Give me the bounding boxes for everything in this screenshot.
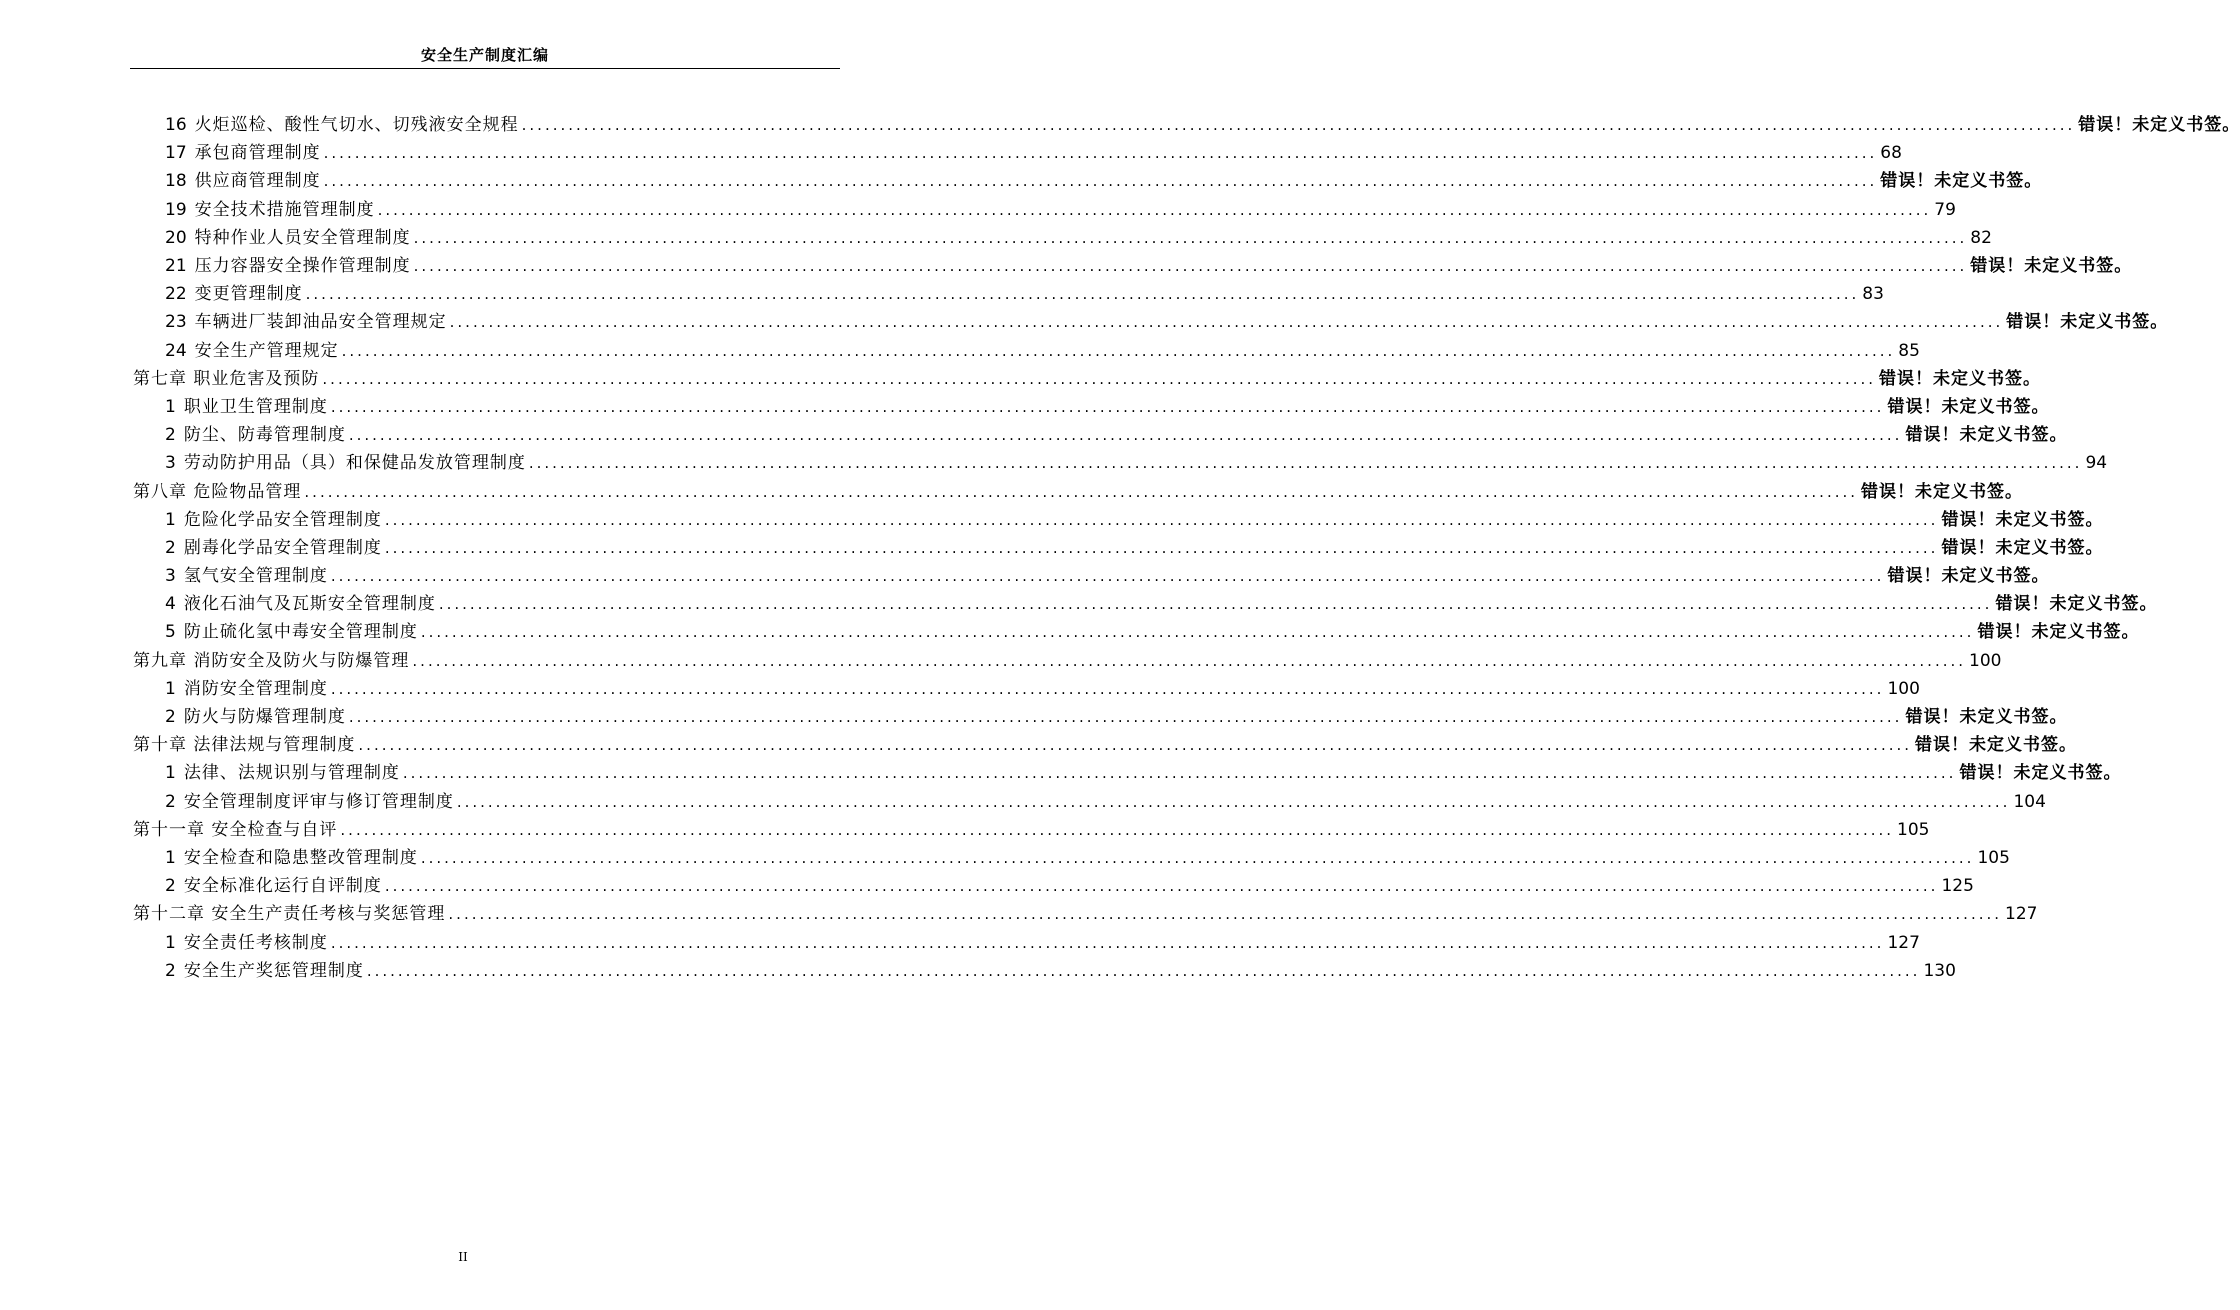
toc-dot-leader: ........................................................................................................................................................................................................: [323, 172, 1878, 191]
toc-entry-title: 第八章 危险物品管理: [133, 481, 302, 502]
toc-entry-title: 安全管理制度评审与修订管理制度: [183, 791, 454, 812]
toc-entry[interactable]: [133, 477, 2024, 505]
toc-entry[interactable]: [133, 928, 1920, 956]
toc-entry[interactable]: [133, 675, 1920, 703]
toc-entry-bookmark-error: 错误！未定义书签。: [1905, 425, 2068, 446]
toc-entry[interactable]: [133, 139, 1902, 167]
toc-dot-leader: ........................................................................................................................................................................................................: [420, 848, 1975, 867]
toc-entry-title: 车辆进厂装卸油品安全管理规定: [194, 312, 447, 333]
toc-entry[interactable]: [133, 788, 2046, 816]
toc-entry-number: 19: [165, 199, 187, 220]
toc-entry-page: 82: [1970, 227, 1992, 248]
page-number: II: [458, 1250, 468, 1264]
toc-entry-page: 85: [1898, 340, 1920, 361]
toc-entry-page: 83: [1862, 284, 1884, 305]
toc-entry-title: 变更管理制度: [194, 284, 303, 305]
toc-entry-title: 安全技术措施管理制度: [194, 199, 375, 220]
toc-entry-page: 68: [1880, 143, 1902, 164]
toc-entry-title: 防尘、防毒管理制度: [183, 425, 346, 446]
toc-dot-leader: ........................................................................................................................................................................................................: [449, 313, 2004, 332]
header-divider: [130, 68, 840, 69]
toc-entry-title: 压力容器安全操作管理制度: [194, 256, 411, 277]
toc-entry[interactable]: [133, 196, 1956, 224]
toc-entry[interactable]: [133, 280, 1884, 308]
toc-entry[interactable]: [133, 703, 2068, 731]
toc-entry[interactable]: [133, 421, 2068, 449]
toc-dot-leader: ........................................................................................................................................................................................................: [384, 877, 1939, 896]
toc-entry-number: 22: [165, 284, 187, 305]
toc-entry-number: 21: [165, 256, 187, 277]
toc-dot-leader: ........................................................................................................................................................................................................: [330, 679, 1885, 698]
toc-entry[interactable]: [133, 534, 2104, 562]
toc-entry[interactable]: [133, 844, 2010, 872]
toc-entry-title: 消防安全管理制度: [183, 678, 328, 699]
toc-entry-number: 2: [165, 791, 176, 812]
toc-dot-leader: ........................................................................................................................................................................................................: [322, 369, 1877, 388]
toc-entry-page: 105: [1897, 819, 1930, 840]
toc-entry-number: 1: [165, 509, 176, 530]
toc-entry-page: 127: [1887, 932, 1920, 953]
toc-entry-bookmark-error: 错误！未定义书签。: [2078, 115, 2240, 136]
toc-entry[interactable]: [133, 731, 2078, 759]
toc-dot-leader: ........................................................................................................................................................................................................: [528, 454, 2083, 473]
toc-entry-bookmark-error: 错误！未定义书签。: [1941, 537, 2104, 558]
toc-dot-leader: ........................................................................................................................................................................................................: [413, 228, 1968, 247]
toc-dot-leader: ........................................................................................................................................................................................................: [330, 567, 1885, 586]
toc-dot-leader: ........................................................................................................................................................................................................: [384, 510, 1939, 529]
toc-entry-number: 2: [165, 960, 176, 981]
toc-entry[interactable]: [133, 816, 1930, 844]
toc-entry-title: 危险化学品安全管理制度: [183, 509, 382, 530]
toc-entry-bookmark-error: 错误！未定义书签。: [1995, 594, 2158, 615]
toc-entry-title: 第十二章 安全生产责任考核与奖惩管理: [133, 904, 446, 925]
toc-entry-number: 2: [165, 537, 176, 558]
toc-entry[interactable]: [133, 111, 2240, 139]
toc-entry[interactable]: [133, 224, 1992, 252]
toc-entry-bookmark-error: 错误！未定义书签。: [1861, 481, 2024, 502]
toc-dot-leader: ........................................................................................................................................................................................................: [340, 820, 1895, 839]
toc-entry-number: 4: [165, 594, 176, 615]
toc-entry-number: 1: [165, 763, 176, 784]
toc-entry-title: 职业卫生管理制度: [183, 396, 328, 417]
toc-entry-number: 3: [165, 453, 176, 474]
toc-entry-bookmark-error: 错误！未定义书签。: [1941, 509, 2104, 530]
toc-entry-page: 100: [1887, 678, 1920, 699]
toc-entry-number: 5: [165, 622, 176, 643]
toc-entry-title: 承包商管理制度: [194, 143, 321, 164]
toc-entry-number: 3: [165, 566, 176, 587]
toc-entry-number: 1: [165, 932, 176, 953]
toc-entry-page: 104: [2013, 791, 2046, 812]
toc-entry[interactable]: [133, 506, 2104, 534]
toc-entry-number: 24: [165, 340, 187, 361]
toc-entry[interactable]: [133, 252, 2133, 280]
toc-entry-title: 防止硫化氢中毒安全管理制度: [183, 622, 418, 643]
toc-entry-title: 安全标准化运行自评制度: [183, 876, 382, 897]
toc-entry[interactable]: [133, 562, 2050, 590]
toc-dot-leader: ........................................................................................................................................................................................................: [413, 257, 1968, 276]
toc-entry[interactable]: [133, 308, 2169, 336]
toc-entry-title: 劳动防护用品（具）和保健品发放管理制度: [183, 453, 526, 474]
toc-entry-number: 1: [165, 678, 176, 699]
toc-entry[interactable]: [133, 872, 1974, 900]
toc-entry-number: 23: [165, 312, 187, 333]
toc-entry-page: 127: [2005, 904, 2038, 925]
toc-dot-leader: ........................................................................................................................................................................................................: [366, 961, 1921, 980]
toc-entry-title: 安全责任考核制度: [183, 932, 328, 953]
toc-entry-title: 氢气安全管理制度: [183, 566, 328, 587]
toc-dot-leader: ........................................................................................................................................................................................................: [377, 200, 1932, 219]
toc-dot-leader: ........................................................................................................................................................................................................: [448, 905, 2003, 924]
toc-dot-leader: ........................................................................................................................................................................................................: [358, 736, 1913, 755]
toc-entry-page: 130: [1923, 960, 1956, 981]
toc-entry-number: 2: [165, 425, 176, 446]
toc-entry-title: 第十章 法律法规与管理制度: [133, 735, 356, 756]
toc-entry-bookmark-error: 错误！未定义书签。: [1959, 763, 2122, 784]
toc-dot-leader: ........................................................................................................................................................................................................: [420, 623, 1975, 642]
toc-dot-leader: ........................................................................................................................................................................................................: [521, 116, 2076, 135]
toc-entry-bookmark-error: 错误！未定义书签。: [1880, 171, 2043, 192]
toc-entry-title: 第九章 消防安全及防火与防爆管理: [133, 650, 410, 671]
toc-entry-title: 安全生产管理规定: [194, 340, 339, 361]
toc-dot-leader: ........................................................................................................................................................................................................: [323, 144, 1878, 163]
toc-entry[interactable]: [133, 618, 2140, 646]
toc-entry-number: 1: [165, 396, 176, 417]
toc-dot-leader: ........................................................................................................................................................................................................: [348, 708, 1903, 727]
toc-dot-leader: ........................................................................................................................................................................................................: [348, 426, 1903, 445]
toc-entry[interactable]: [133, 590, 2158, 618]
toc-entry-bookmark-error: 错误！未定义书签。: [1887, 566, 2050, 587]
toc-dot-leader: ........................................................................................................................................................................................................: [330, 397, 1885, 416]
toc-entry[interactable]: [133, 957, 1956, 985]
toc-entry-bookmark-error: 错误！未定义书签。: [1905, 707, 2068, 728]
toc-entry-bookmark-error: 错误！未定义书签。: [2006, 312, 2169, 333]
toc-entry-number: 2: [165, 707, 176, 728]
toc-entry-bookmark-error: 错误！未定义书签。: [1977, 622, 2140, 643]
toc-entry[interactable]: [133, 449, 2108, 477]
toc-entry-page: 105: [1977, 847, 2010, 868]
toc-entry-title: 法律、法规识别与管理制度: [183, 763, 400, 784]
toc-dot-leader: ........................................................................................................................................................................................................: [412, 651, 1967, 670]
toc-entry-page: 100: [1969, 650, 2002, 671]
toc-dot-leader: ........................................................................................................................................................................................................: [402, 764, 1957, 783]
toc-entry[interactable]: [133, 365, 2042, 393]
toc-entry-title: 特种作业人员安全管理制度: [194, 227, 411, 248]
toc-entry-number: 18: [165, 171, 187, 192]
toc-entry-number: 17: [165, 143, 187, 164]
toc-entry[interactable]: [133, 647, 2002, 675]
table-of-contents: [133, 111, 2240, 985]
toc-entry-title: 安全检查和隐患整改管理制度: [183, 847, 418, 868]
toc-entry-title: 防火与防爆管理制度: [183, 707, 346, 728]
toc-dot-leader: ........................................................................................................................................................................................................: [341, 341, 1896, 360]
toc-entry-page: 125: [1941, 876, 1974, 897]
toc-entry-title: 第十一章 安全检查与自评: [133, 819, 338, 840]
toc-dot-leader: ........................................................................................................................................................................................................: [456, 792, 2011, 811]
toc-entry[interactable]: [133, 167, 2043, 195]
toc-entry[interactable]: [133, 337, 1920, 365]
toc-entry-number: 1: [165, 847, 176, 868]
toc-entry-number: 2: [165, 876, 176, 897]
toc-entry-bookmark-error: 错误！未定义书签。: [1970, 256, 2133, 277]
toc-entry-title: 安全生产奖惩管理制度: [183, 960, 364, 981]
toc-dot-leader: ........................................................................................................................................................................................................: [438, 595, 1993, 614]
toc-entry-title: 剧毒化学品安全管理制度: [183, 537, 382, 558]
toc-dot-leader: ........................................................................................................................................................................................................: [304, 482, 1859, 501]
toc-entry-title: 火炬巡检、酸性气切水、切残液安全规程: [194, 115, 519, 136]
toc-dot-leader: ........................................................................................................................................................................................................: [330, 933, 1885, 952]
toc-entry-bookmark-error: 错误！未定义书签。: [1879, 368, 2042, 389]
toc-entry-title: 液化石油气及瓦斯安全管理制度: [183, 594, 436, 615]
toc-entry-bookmark-error: 错误！未定义书签。: [1915, 735, 2078, 756]
toc-entry[interactable]: [133, 900, 2038, 928]
toc-entry-page: 79: [1934, 199, 1956, 220]
toc-entry-bookmark-error: 错误！未定义书签。: [1887, 396, 2050, 417]
toc-entry[interactable]: [133, 759, 2122, 787]
toc-entry-title: 供应商管理制度: [194, 171, 321, 192]
toc-entry-page: 94: [2085, 453, 2108, 474]
toc-entry[interactable]: [133, 393, 2050, 421]
toc-entry-title: 第七章 职业危害及预防: [133, 368, 320, 389]
page-header-title: 安全生产制度汇编: [420, 46, 549, 64]
toc-entry-number: 20: [165, 227, 187, 248]
toc-dot-leader: ........................................................................................................................................................................................................: [305, 285, 1860, 304]
toc-entry-number: 16: [165, 115, 187, 136]
toc-dot-leader: ........................................................................................................................................................................................................: [384, 538, 1939, 557]
